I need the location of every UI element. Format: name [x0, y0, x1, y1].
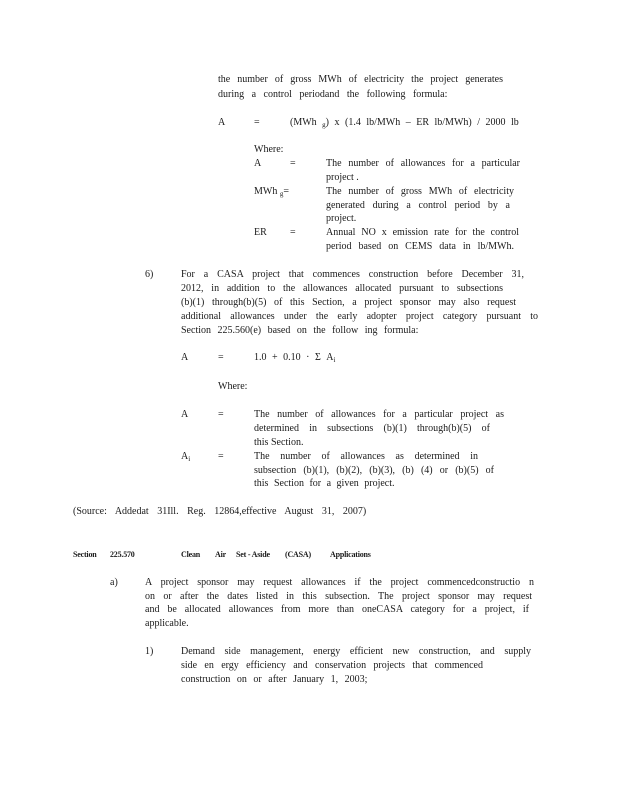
item-a-number: a) — [110, 577, 118, 588]
where2-def-a-term: A — [181, 409, 189, 420]
section-title-word-5: Applications — [330, 550, 371, 559]
where1-def-mwh-line-2: generated during a control period by a — [326, 200, 510, 211]
where2-def-a-line-3: this Section. — [254, 437, 304, 448]
where2-label: Where: — [218, 381, 248, 392]
item6-line-4: additional allowances under the early adopter project category pursuant to — [181, 311, 538, 322]
source-note: (Source: Addedat 31Ill. Reg. 12864,effective August 31, 2007) — [73, 506, 367, 517]
formula2-expression: 1.0 + 0.10 · Σ $A_i$ — [254, 352, 336, 364]
formula1-equals: = — [254, 117, 260, 128]
item6-line-2: 2012, in addition to the allowances allocated pursuant to subsections — [181, 283, 503, 294]
where1-def-a-term: A — [254, 158, 262, 169]
where1-def-a-line-1: The number of allowances for a particular — [326, 158, 520, 169]
where2-def-ai-line-3: this Section for a given project. — [254, 478, 395, 489]
where2-def-a-eq: = — [218, 409, 224, 420]
where1-def-er-eq: = — [290, 227, 296, 238]
formula2-variable: A — [181, 352, 189, 363]
item6-number: 6) — [145, 269, 154, 280]
item1-number: 1) — [145, 646, 154, 657]
formula2-equals: = — [218, 352, 224, 363]
where2-def-ai-term: $A_i$ — [181, 451, 191, 463]
where1-def-a-line-2: project . — [326, 172, 359, 183]
intro-line-2: during a control periodand the following formula: — [218, 89, 448, 100]
where1-def-er-line-2: period based on CEMS data in lb/MWh. — [326, 241, 514, 252]
item-a-line-4: applicable. — [145, 618, 189, 629]
where2-def-ai-line-1: The number of allowances as determined in — [254, 451, 478, 462]
where1-def-mwh-line-3: project. — [326, 213, 357, 224]
where2-def-ai-line-2: subsection (b)(1), (b)(2), (b)(3), (b) (4) or (b)(5) of — [254, 465, 494, 476]
where1-def-er-line-1: Annual NO x emission rate for the control — [326, 227, 519, 238]
item6-line-3: (b)(1) through(b)(5) of this Section, a project sponsor may also request — [181, 297, 516, 308]
item6-line-1: For a CASA project that commences construction before December 31, — [181, 269, 524, 280]
item-a-line-2: on or after the dates listed in this subsection. The project sponsor may request — [145, 591, 532, 602]
item1-line-3: construction on or after January 1, 2003; — [181, 674, 368, 685]
item6-line-5: Section 225.560(e) based on the follow ing formula: — [181, 325, 419, 336]
where2-def-a-line-1: The number of allowances for a particular project as — [254, 409, 504, 420]
where1-def-er-term: ER — [254, 227, 267, 238]
formula1-variable: A — [218, 117, 226, 128]
where1-def-mwh-line-1: The number of gross MWh of electricity — [326, 186, 514, 197]
formula1-expression: (MWh $_g$) x (1.4 lb/MWh – ER lb/MWh) / 2000 lb — [290, 117, 519, 129]
item1-line-2: side en ergy efficiency and conservation projects that commenced — [181, 660, 483, 671]
section-label: Section — [73, 550, 97, 559]
where1-def-mwh-term: MWh $_g$= — [254, 186, 289, 198]
section-number: 225.570 — [110, 550, 135, 559]
intro-line-1: the number of gross MWh of electricity the project generates — [218, 74, 503, 85]
where2-def-ai-eq: = — [218, 451, 224, 462]
section-title-word-1: Clean — [181, 550, 201, 559]
where1-label: Where: — [254, 144, 284, 155]
section-title-word-3: Set - Aside — [236, 550, 270, 559]
where1-def-a-eq: = — [290, 158, 296, 169]
item1-line-1: Demand side management, energy efficient new construction, and supply — [181, 646, 531, 657]
section-title-word-4: (CASA) — [285, 550, 311, 559]
where2-def-a-line-2: determined in subsections (b)(1) through(b)(5) of — [254, 423, 490, 434]
item-a-line-1: A project sponsor may request allowances if the project commencedconstructio n — [145, 577, 534, 588]
section-title-word-2: Air — [215, 550, 226, 559]
item-a-line-3: and be allocated allowances from more than oneCASA category for a project, if — [145, 604, 529, 615]
